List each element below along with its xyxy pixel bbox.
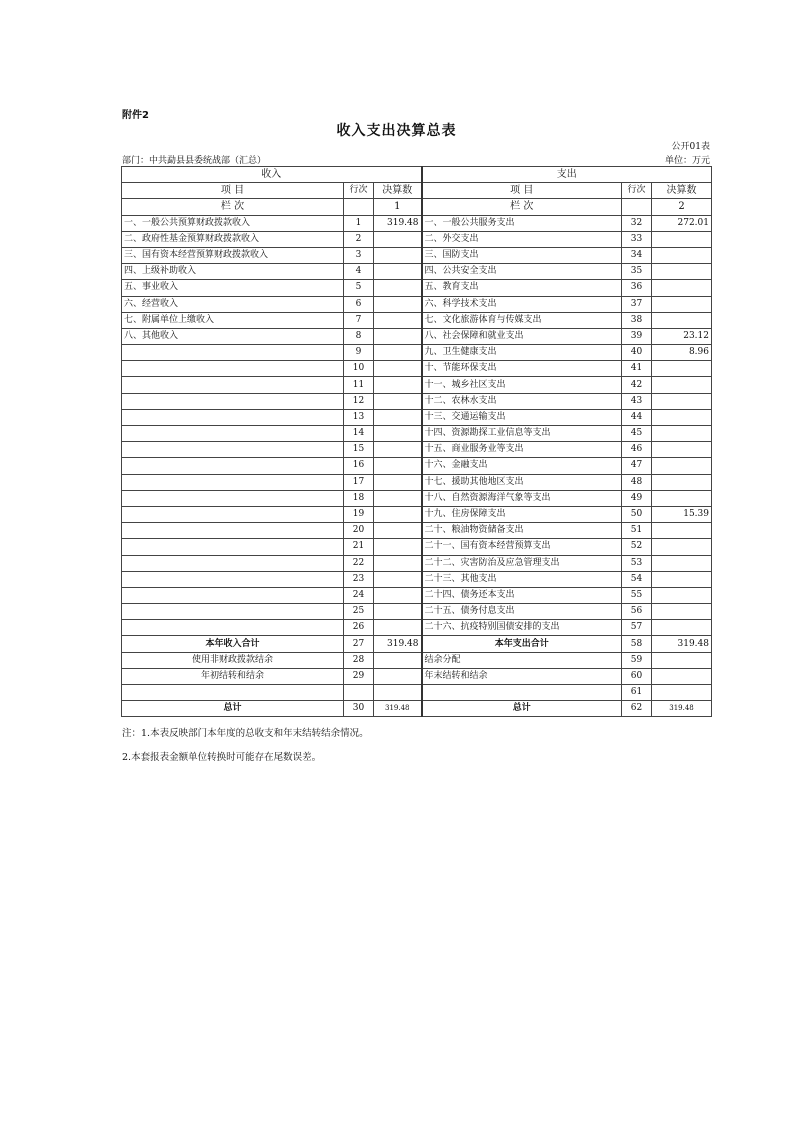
expense-amount	[652, 539, 712, 555]
income-row-no: 10	[344, 361, 374, 377]
table-row	[122, 247, 712, 263]
expense-item: 十二、农林水支出	[422, 393, 622, 409]
income-rowno-header: 行次	[344, 183, 374, 199]
income-item: 二、政府性基金预算财政拨款收入	[122, 231, 344, 247]
income-row-no: 23	[344, 571, 374, 587]
income-amount	[374, 280, 422, 296]
table-row	[122, 215, 712, 231]
expense-amount	[652, 296, 712, 312]
expense-amount: 272.01	[652, 215, 712, 231]
expense-amount: 8.96	[652, 345, 712, 361]
income-item	[122, 426, 344, 442]
income-amount	[374, 312, 422, 328]
expense-amount	[652, 474, 712, 490]
income-row-no: 21	[344, 539, 374, 555]
income-row-no: 13	[344, 409, 374, 425]
expense-item: 十九、住房保障支出	[422, 506, 622, 522]
income-item	[122, 458, 344, 474]
expense-amount	[652, 247, 712, 263]
income-item	[122, 523, 344, 539]
table-row	[122, 264, 712, 280]
income-item	[122, 393, 344, 409]
income-row-no: 9	[344, 345, 374, 361]
attachment-label: 附件2	[122, 110, 149, 121]
income-item: 一、一般公共预算财政拨款收入	[122, 215, 344, 231]
note-line: 注：1.本表反映部门本年度的总收支和年末结转结余情况。	[122, 728, 369, 739]
table-row	[122, 328, 712, 344]
income-row-no: 19	[344, 506, 374, 522]
income-row-no: 20	[344, 523, 374, 539]
expense-amount	[652, 604, 712, 620]
income-row-no: 15	[344, 442, 374, 458]
expense-item: 十六、金融支出	[422, 458, 622, 474]
income-row-no: 22	[344, 555, 374, 571]
income-amount	[374, 555, 422, 571]
income-col-number: 1	[374, 199, 422, 215]
expense-amount	[652, 620, 712, 636]
income-amount	[374, 409, 422, 425]
expense-row-no: 47	[622, 458, 652, 474]
department-label: 部门：中共勐县县委统战部（汇总）	[122, 156, 267, 166]
income-amount	[374, 604, 422, 620]
table-row	[122, 474, 712, 490]
begin-balance-no: 29	[344, 668, 374, 684]
expense-item: 二十、粮油物资储备支出	[422, 523, 622, 539]
income-row-no: 6	[344, 296, 374, 312]
expense-item: 二十四、债务还本支出	[422, 587, 622, 603]
expense-row-no: 32	[622, 215, 652, 231]
table-row	[122, 539, 712, 555]
expense-amount	[652, 264, 712, 280]
expense-row-no: 35	[622, 264, 652, 280]
income-item	[122, 587, 344, 603]
income-item: 五、事业收入	[122, 280, 344, 296]
expense-amount	[652, 361, 712, 377]
income-row-no: 14	[344, 426, 374, 442]
expense-amount	[652, 587, 712, 603]
income-amount	[374, 620, 422, 636]
income-item	[122, 377, 344, 393]
budget-table	[121, 166, 712, 717]
grand-income-value: 319.48	[374, 701, 422, 717]
income-item: 八、其他收入	[122, 328, 344, 344]
table-row	[122, 231, 712, 247]
income-amount	[374, 458, 422, 474]
blank-row-no: 61	[622, 685, 652, 701]
income-row-no: 25	[344, 604, 374, 620]
expense-item: 十一、城乡社区支出	[422, 377, 622, 393]
grand-income-no: 30	[344, 701, 374, 717]
table-row	[122, 393, 712, 409]
expense-item: 二十六、抗疫特别国债安排的支出	[422, 620, 622, 636]
income-row-no: 4	[344, 264, 374, 280]
income-row-no: 17	[344, 474, 374, 490]
income-item: 六、经营收入	[122, 296, 344, 312]
expense-amount	[652, 377, 712, 393]
expense-row-no: 48	[622, 474, 652, 490]
expense-row-no: 52	[622, 539, 652, 555]
expense-row-no: 49	[622, 490, 652, 506]
table-row	[122, 620, 712, 636]
income-amount	[374, 264, 422, 280]
table-row	[122, 296, 712, 312]
income-item-header: 项 目	[122, 183, 344, 199]
income-row-no: 16	[344, 458, 374, 474]
expense-item: 八、社会保障和就业支出	[422, 328, 622, 344]
income-amount	[374, 523, 422, 539]
income-amount	[374, 506, 422, 522]
income-column-label: 栏 次	[122, 199, 344, 215]
expense-amount	[652, 409, 712, 425]
unit-label: 单位：万元	[664, 156, 710, 166]
income-total-value: 319.48	[374, 636, 422, 652]
income-amount	[374, 426, 422, 442]
table-row	[122, 280, 712, 296]
income-item	[122, 571, 344, 587]
expense-item: 十、节能环保支出	[422, 361, 622, 377]
expense-amount	[652, 571, 712, 587]
expense-item: 六、科学技术支出	[422, 296, 622, 312]
expense-row-no: 42	[622, 377, 652, 393]
income-total-no: 27	[344, 636, 374, 652]
grand-expense-no: 62	[622, 701, 652, 717]
expense-row-no: 43	[622, 393, 652, 409]
expense-amount	[652, 555, 712, 571]
expense-item: 四、公共安全支出	[422, 264, 622, 280]
expense-row-no: 45	[622, 426, 652, 442]
expense-row-no: 51	[622, 523, 652, 539]
income-row-no: 26	[344, 620, 374, 636]
expense-header: 支出	[422, 167, 712, 183]
page-title: 收入支出决算总表	[336, 123, 457, 139]
expense-amount	[652, 393, 712, 409]
table-row	[122, 426, 712, 442]
income-item: 七、附属单位上缴收入	[122, 312, 344, 328]
income-item	[122, 555, 344, 571]
income-item	[122, 345, 344, 361]
end-balance-no: 60	[622, 668, 652, 684]
nonfiscal-no: 28	[344, 652, 374, 668]
expense-col-number: 2	[652, 199, 712, 215]
income-row-no: 2	[344, 231, 374, 247]
distribution-label: 结余分配	[422, 652, 622, 668]
form-code: 公开01表	[671, 142, 710, 152]
expense-row-no: 44	[622, 409, 652, 425]
expense-total-no: 58	[622, 636, 652, 652]
income-amount	[374, 490, 422, 506]
income-item	[122, 442, 344, 458]
expense-total-label: 本年支出合计	[422, 636, 622, 652]
expense-row-no: 36	[622, 280, 652, 296]
expense-row-no: 57	[622, 620, 652, 636]
income-amount	[374, 247, 422, 263]
table-row	[122, 555, 712, 571]
income-row-no: 24	[344, 587, 374, 603]
income-item	[122, 604, 344, 620]
income-row-no: 12	[344, 393, 374, 409]
income-item	[122, 361, 344, 377]
expense-amount	[652, 426, 712, 442]
expense-row-no: 38	[622, 312, 652, 328]
expense-amount: 23.12	[652, 328, 712, 344]
expense-item: 一、一般公共服务支出	[422, 215, 622, 231]
expense-item: 二、外交支出	[422, 231, 622, 247]
expense-item: 五、教育支出	[422, 280, 622, 296]
table-row	[122, 377, 712, 393]
table-row	[122, 490, 712, 506]
expense-amount	[652, 442, 712, 458]
income-amount	[374, 474, 422, 490]
income-item	[122, 474, 344, 490]
table-row	[122, 604, 712, 620]
expense-item: 二十三、其他支出	[422, 571, 622, 587]
expense-row-no: 41	[622, 361, 652, 377]
income-item	[122, 490, 344, 506]
income-row-no: 3	[344, 247, 374, 263]
table-row	[122, 312, 712, 328]
expense-amount	[652, 523, 712, 539]
income-item	[122, 539, 344, 555]
expense-item: 九、卫生健康支出	[422, 345, 622, 361]
grand-expense-value: 319.48	[652, 701, 712, 717]
expense-row-no: 55	[622, 587, 652, 603]
income-amount	[374, 361, 422, 377]
income-total-label: 本年收入合计	[122, 636, 344, 652]
expense-row-no: 50	[622, 506, 652, 522]
expense-amount	[652, 231, 712, 247]
expense-row-no: 56	[622, 604, 652, 620]
grand-income-label: 总计	[122, 701, 344, 717]
expense-total-value: 319.48	[652, 636, 712, 652]
income-amount	[374, 587, 422, 603]
expense-row-no: 53	[622, 555, 652, 571]
expense-row-no: 39	[622, 328, 652, 344]
table-row	[122, 458, 712, 474]
expense-item-header: 项 目	[422, 183, 622, 199]
table-row	[122, 506, 712, 522]
expense-item: 十五、商业服务业等支出	[422, 442, 622, 458]
expense-row-no: 54	[622, 571, 652, 587]
expense-item: 三、国防支出	[422, 247, 622, 263]
expense-row-no: 33	[622, 231, 652, 247]
nonfiscal-label: 使用非财政拨款结余	[122, 652, 344, 668]
income-item	[122, 506, 344, 522]
income-amount	[374, 328, 422, 344]
table-row	[122, 587, 712, 603]
table-row	[122, 523, 712, 539]
expense-column-label: 栏 次	[422, 199, 622, 215]
income-amount-header: 决算数	[374, 183, 422, 199]
income-amount	[374, 231, 422, 247]
expense-row-no: 46	[622, 442, 652, 458]
income-header: 收入	[122, 167, 422, 183]
begin-balance-label: 年初结转和结余	[122, 668, 344, 684]
expense-amount-header: 决算数	[652, 183, 712, 199]
expense-row-no: 34	[622, 247, 652, 263]
end-balance-label: 年末结转和结余	[422, 668, 622, 684]
expense-row-no: 40	[622, 345, 652, 361]
income-amount	[374, 539, 422, 555]
distribution-no: 59	[622, 652, 652, 668]
income-row-no: 11	[344, 377, 374, 393]
expense-item: 二十五、债务付息支出	[422, 604, 622, 620]
expense-item: 十四、资源勘探工业信息等支出	[422, 426, 622, 442]
income-item	[122, 409, 344, 425]
expense-item: 七、文化旅游体育与传媒支出	[422, 312, 622, 328]
income-item: 四、上级补助收入	[122, 264, 344, 280]
expense-amount	[652, 312, 712, 328]
income-amount	[374, 377, 422, 393]
income-row-no: 7	[344, 312, 374, 328]
expense-item: 十三、交通运输支出	[422, 409, 622, 425]
table-row	[122, 409, 712, 425]
table-row	[122, 345, 712, 361]
expense-amount	[652, 280, 712, 296]
expense-amount	[652, 458, 712, 474]
expense-rowno-header: 行次	[622, 183, 652, 199]
table-row	[122, 361, 712, 377]
expense-item: 十八、自然资源海洋气象等支出	[422, 490, 622, 506]
income-amount	[374, 571, 422, 587]
income-row-no: 8	[344, 328, 374, 344]
income-amount	[374, 345, 422, 361]
income-row-no: 5	[344, 280, 374, 296]
income-amount	[374, 393, 422, 409]
expense-amount: 15.39	[652, 506, 712, 522]
income-item	[122, 620, 344, 636]
expense-row-no: 37	[622, 296, 652, 312]
income-row-no: 18	[344, 490, 374, 506]
table-row	[122, 571, 712, 587]
grand-expense-label: 总计	[422, 701, 622, 717]
note-line: 2.本套报表金额单位转换时可能存在尾数误差。	[122, 752, 322, 763]
expense-amount	[652, 490, 712, 506]
expense-item: 十七、援助其他地区支出	[422, 474, 622, 490]
income-amount	[374, 296, 422, 312]
income-amount: 319.48	[374, 215, 422, 231]
notes	[122, 722, 369, 770]
expense-item: 二十一、国有资本经营预算支出	[422, 539, 622, 555]
income-item: 三、国有资本经营预算财政拨款收入	[122, 247, 344, 263]
expense-item: 二十二、灾害防治及应急管理支出	[422, 555, 622, 571]
table-row	[122, 442, 712, 458]
income-amount	[374, 442, 422, 458]
income-row-no: 1	[344, 215, 374, 231]
